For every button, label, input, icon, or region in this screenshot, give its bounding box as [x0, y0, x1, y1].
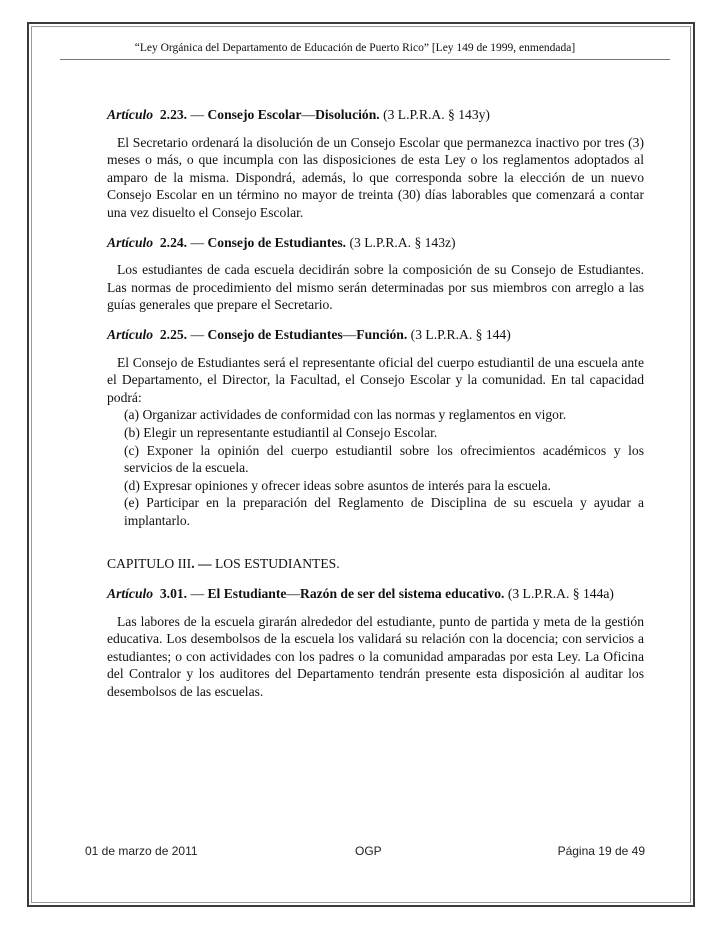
function-list [124, 406, 644, 529]
article-heading-2-25: Artículo 2.25. — Consejo de Estudiantes—Función. (3 L.P.R.A. § 144) [107, 326, 511, 342]
list-item: (b) Elegir un representante estudiantil al Consejo Escolar. [124, 424, 438, 440]
header-rule [60, 59, 670, 60]
running-header: “Ley Orgánica del Departamento de Educación de Puerto Rico” [Ley 149 de 1999, enmendada] [134, 42, 576, 54]
list-item: (c) Exponer la opinión del cuerpo estudiantil sobre los ofrecimientos académicos y los servicios de la escuela. [124, 442, 644, 476]
article-heading-2-23: Artículo 2.23. — Consejo Escolar—Disolución. (3 L.P.R.A. § 143y) [107, 107, 490, 122]
page-content [107, 106, 644, 713]
article-2-24-paragraph: Los estudiantes de cada escuela decidirán sobre la composición de su Consejo de Estudiantes. Las normas de procedimiento del mismo serán determinadas por sus miembros con arreglo a las guías generales que prepare el Secretario. [107, 262, 644, 313]
article-heading-2-24: Artículo 2.24. — Consejo de Estudiantes. (3 L.P.R.A. § 143z) [107, 234, 456, 250]
citation: (3 L.P.R.A. § 143y) [383, 107, 490, 122]
chapter-heading: CAPITULO III. — LOS ESTUDIANTES. [107, 556, 340, 572]
list-item: (e) Participar en la preparación del Reglamento de Disciplina de su escuela y ayudar a implantarlo. [124, 495, 644, 528]
citation: (3 L.P.R.A. § 144a) [507, 586, 614, 602]
article-heading-3-01: Artículo 3.01. — El Estudiante—Razón de ser del sistema educativo. (3 L.P.R.A. § 144a) [107, 586, 614, 602]
article-3-01-paragraph: Las labores de la escuela girarán alrededor del estudiante, punto de partida y meta de la gestión educativa. Los desembolsos de la escuela los validará su relación con la docencia; con servicios a estudiantes; o con actividades con los padres o la comunidad amparadas por esta Ley. La Oficina del Contralor y los auditores del Departamento tendrán presente esta disposición al auditar los desembolsos de las escuelas. [107, 613, 644, 700]
list-item: (a) Organizar actividades de conformidad con las normas y reglamentos en vigor. [124, 407, 567, 423]
footer-org: OGP [355, 844, 382, 858]
article-2-23-paragraph: El Secretario ordenará la disolución de un Consejo Escolar que permanezca inactivo por tres (3) meses o más, o que incumpla con las disposiciones de esta Ley o los reglamentos adoptados al amparo de la misma. Dispondrá, además, lo que corresponda sobre la elección de un nuevo Consejo Escolar en un término no mayor de treinta (30) días laborables que comenzará a contar una vez disuelto el Consejo Escolar. [107, 134, 644, 220]
list-item: (d) Expresar opiniones y ofrecer ideas sobre asuntos de interés para la escuela. [124, 477, 551, 493]
citation: (3 L.P.R.A. § 143z) [349, 234, 456, 250]
citation: (3 L.P.R.A. § 144) [410, 326, 511, 342]
footer-page-number: Página 19 de 49 [557, 844, 645, 858]
footer-date: 01 de marzo de 2011 [85, 844, 198, 858]
article-2-25-paragraph: El Consejo de Estudiantes será el representante oficial del cuerpo estudiantil de una escuela ante el Departamento, el Director, la Facultad, el Consejo Escolar y la comunidad. En tal capacidad podrá: [107, 354, 644, 405]
